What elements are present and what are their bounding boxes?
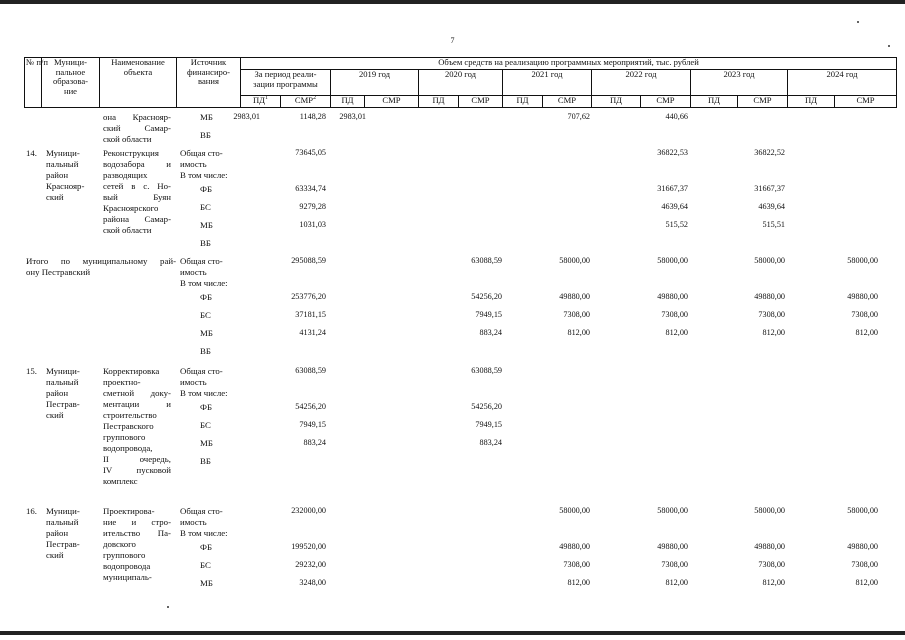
col-pd: ПД: [503, 96, 543, 108]
value-cell: 7949,15: [475, 310, 502, 319]
value-cell: 2983,01: [233, 112, 260, 121]
value-cell: 54256,20: [471, 402, 502, 411]
value-cell: 7308,00: [563, 310, 590, 319]
value-cell: 31667,37: [754, 184, 785, 193]
object-name: [103, 148, 171, 236]
municipality-line: пальный: [46, 159, 79, 169]
object-name-line: группового: [103, 432, 146, 442]
value-cell: 7308,00: [851, 310, 878, 319]
value-cell: 812,00: [762, 328, 785, 337]
object-name-line: вый Буян: [103, 192, 171, 202]
object-name-line: комплекс: [103, 476, 138, 486]
scan-edge-top: [0, 0, 905, 4]
municipality-line: район: [46, 170, 69, 180]
value-cell: 49880,00: [754, 292, 785, 301]
row-number: 16.: [26, 506, 37, 516]
value-cell: 36822,53: [657, 148, 688, 157]
header-text: пальное: [55, 66, 86, 77]
municipality-line: Муници-: [46, 506, 80, 516]
value-cell: 58000,00: [754, 506, 785, 515]
value-cell: 515,51: [762, 220, 785, 229]
object-name-line: она Краснояр-: [103, 112, 171, 122]
col-year: 2019 год: [331, 70, 419, 96]
col-pd: ПД: [419, 96, 459, 108]
object-name-line: ской области: [103, 225, 152, 235]
col-period: [241, 70, 331, 96]
page-number: 7: [450, 36, 455, 45]
municipality: [46, 148, 94, 203]
municipality: [46, 506, 94, 561]
object-name-line: довского: [103, 539, 136, 549]
col-object-name: [100, 58, 177, 108]
value-cell: 883,24: [479, 438, 502, 447]
header-text: вания: [198, 76, 219, 87]
municipality: [46, 366, 94, 421]
value-cell: 29232,00: [295, 560, 326, 569]
object-name-line: проектно-: [103, 377, 141, 387]
itogo-label: [26, 256, 176, 278]
object-name-line: Проектирова-: [103, 506, 155, 516]
value-cell: 49880,00: [559, 542, 590, 551]
total-label-line: Общая сто-: [180, 148, 223, 158]
total-label-line: В том числе:: [180, 528, 228, 538]
source-label: МБ: [200, 438, 213, 448]
value-cell: 63334,74: [295, 184, 326, 193]
object-name-line: ской области: [103, 134, 152, 144]
col-pd: ПД: [788, 96, 835, 108]
value-cell: 63088,59: [295, 366, 326, 375]
municipality-line: район: [46, 528, 69, 538]
value-cell: 4639,64: [758, 202, 785, 211]
total-label: [180, 506, 240, 539]
header-text: Источник: [190, 57, 227, 67]
value-cell: 812,00: [567, 578, 590, 587]
value-cell: 7949,15: [299, 420, 326, 429]
header-text: Муници-: [54, 57, 87, 67]
object-name-line: района Самар-: [103, 214, 171, 224]
source-label: МБ: [200, 112, 213, 122]
value-cell: 49880,00: [559, 292, 590, 301]
value-cell: 1031,03: [299, 220, 326, 229]
col-smr: СМР: [543, 96, 592, 108]
municipality-line: район: [46, 388, 69, 398]
source-label: ФБ: [200, 542, 213, 552]
col-pd: ПД: [592, 96, 641, 108]
col-year: 2023 год: [691, 70, 788, 96]
value-cell: 199520,00: [291, 542, 326, 551]
col-year: 2020 год: [419, 70, 503, 96]
table-header: [24, 57, 897, 108]
col-municipality: [42, 58, 100, 108]
col-smr: СМР: [641, 96, 691, 108]
object-name-line: Корректировка: [103, 366, 160, 376]
value-cell: 9279,28: [299, 202, 326, 211]
row-number: 15.: [26, 366, 37, 376]
municipality-line: Муници-: [46, 148, 80, 158]
object-name-line: Красноярского: [103, 203, 159, 213]
value-cell: 3248,00: [299, 578, 326, 587]
value-cell: 49880,00: [657, 292, 688, 301]
value-cell: 7308,00: [851, 560, 878, 569]
scan-speck: [167, 606, 169, 608]
source-label: МБ: [200, 328, 213, 338]
municipality-line: ский: [46, 550, 64, 560]
scan-speck: [888, 45, 890, 47]
header-text: зации программы: [253, 78, 318, 89]
object-name-line: сметной доку-: [103, 388, 171, 398]
value-cell: 7949,15: [475, 420, 502, 429]
object-name-line: Реконструкция: [103, 148, 159, 158]
total-label: [180, 366, 240, 399]
itogo-label-line: Итого по муниципальному рай-: [26, 256, 176, 266]
col-pd: $ПД^1$: [241, 96, 281, 108]
total-label-line: имость: [180, 267, 207, 277]
value-cell: 253776,20: [291, 292, 326, 301]
value-cell: 2983,01: [339, 112, 366, 121]
value-cell: 232000,00: [291, 506, 326, 515]
col-pd: ПД: [331, 96, 365, 108]
col-source: [177, 58, 241, 108]
object-name-line: водопровода: [103, 561, 151, 571]
object-name-line: строительство: [103, 410, 157, 420]
municipality-line: пальный: [46, 377, 79, 387]
col-smr: СМР: [835, 96, 897, 108]
source-label: ВБ: [200, 346, 211, 356]
value-cell: 440,66: [665, 112, 688, 121]
value-cell: 812,00: [855, 578, 878, 587]
value-cell: 4131,24: [299, 328, 326, 337]
value-cell: 49880,00: [754, 542, 785, 551]
col-no: № п/п: [25, 58, 42, 108]
value-cell: 883,24: [479, 328, 502, 337]
value-cell: 37181,15: [295, 310, 326, 319]
value-cell: 295088,59: [291, 256, 326, 265]
source-label: ВБ: [200, 130, 211, 140]
source-label: БС: [200, 310, 211, 320]
col-smr: СМР: [365, 96, 419, 108]
source-label: ВБ: [200, 456, 211, 466]
value-cell: 36822,52: [754, 148, 785, 157]
header-text: ние: [63, 85, 77, 96]
value-cell: 812,00: [855, 328, 878, 337]
source-label: БС: [200, 202, 211, 212]
object-name-line: II очередь,: [103, 454, 171, 464]
value-cell: 54256,20: [295, 402, 326, 411]
total-label-line: Общая сто-: [180, 366, 223, 376]
object-name-line: ние и стро-: [103, 517, 171, 527]
object-name-line: IV пусковой: [103, 465, 171, 475]
value-cell: 58000,00: [559, 256, 590, 265]
scan-speck: [857, 21, 859, 23]
col-pd: ПД: [691, 96, 738, 108]
value-cell: 73645,05: [295, 148, 326, 157]
source-label: МБ: [200, 578, 213, 588]
municipality-line: Пестрав-: [46, 539, 80, 549]
value-cell: 4639,64: [661, 202, 688, 211]
col-volume: Объем средств на реализацию программных мероприятий, тыс. рублей: [241, 58, 897, 70]
object-name-line: ительство Па-: [103, 528, 171, 538]
value-cell: 812,00: [762, 578, 785, 587]
value-cell: 58000,00: [754, 256, 785, 265]
value-cell: 883,24: [303, 438, 326, 447]
value-cell: 7308,00: [758, 560, 785, 569]
source-label: ФБ: [200, 184, 213, 194]
object-name-line: ский Самар-: [103, 123, 171, 133]
object-name-line: группового: [103, 550, 146, 560]
header-text: финансиро-: [186, 66, 231, 77]
value-cell: 515,52: [665, 220, 688, 229]
total-label-line: В том числе:: [180, 388, 228, 398]
total-label-line: В том числе:: [180, 170, 228, 180]
value-cell: 63088,59: [471, 366, 502, 375]
total-label-line: имость: [180, 377, 207, 387]
scan-edge-bottom: [0, 631, 905, 635]
total-label-line: Общая сто-: [180, 256, 223, 266]
source-label: БС: [200, 560, 211, 570]
source-label: ВБ: [200, 238, 211, 248]
value-cell: 49880,00: [657, 542, 688, 551]
municipality-line: ский: [46, 410, 64, 420]
total-label: [180, 256, 240, 289]
header-text: За период реали-: [254, 69, 317, 79]
value-cell: 49880,00: [847, 292, 878, 301]
total-label-line: В том числе:: [180, 278, 228, 288]
value-cell: 812,00: [567, 328, 590, 337]
header-text: Наименование: [111, 57, 165, 67]
value-cell: 7308,00: [563, 560, 590, 569]
object-name-line: сетей в с. Но-: [103, 181, 171, 191]
value-cell: 58000,00: [847, 506, 878, 515]
col-smr: СМР$^2$: [281, 96, 331, 108]
col-year: 2021 год: [503, 70, 592, 96]
value-cell: 7308,00: [758, 310, 785, 319]
header-text: объекта: [123, 66, 153, 77]
value-cell: 812,00: [665, 578, 688, 587]
object-name: [103, 112, 171, 145]
object-name-line: муниципаль-: [103, 572, 152, 582]
object-name-line: водопровода,: [103, 443, 153, 453]
municipality-line: Пестрав-: [46, 399, 80, 409]
municipality-line: Муници-: [46, 366, 80, 376]
col-smr: СМР: [738, 96, 788, 108]
total-label: [180, 148, 240, 181]
value-cell: 1148,28: [299, 112, 326, 121]
value-cell: 63088,59: [471, 256, 502, 265]
value-cell: 58000,00: [847, 256, 878, 265]
object-name: [103, 366, 171, 487]
value-cell: 58000,00: [559, 506, 590, 515]
object-name-line: ментации и: [103, 399, 171, 409]
object-name: [103, 506, 171, 583]
municipality-line: Краснояр-: [46, 181, 85, 191]
value-cell: 54256,20: [471, 292, 502, 301]
source-label: БС: [200, 420, 211, 430]
header-text: образова-: [52, 76, 89, 87]
total-label-line: Общая сто-: [180, 506, 223, 516]
source-label: ФБ: [200, 292, 213, 302]
col-smr: СМР: [459, 96, 503, 108]
value-cell: 58000,00: [657, 506, 688, 515]
source-label: МБ: [200, 220, 213, 230]
value-cell: 812,00: [665, 328, 688, 337]
col-year: 2022 год: [592, 70, 691, 96]
value-cell: 7308,00: [661, 560, 688, 569]
total-label-line: имость: [180, 517, 207, 527]
object-name-line: разводящих: [103, 170, 148, 180]
col-year: 2024 год: [788, 70, 897, 96]
object-name-line: Пестравского: [103, 421, 154, 431]
value-cell: 7308,00: [661, 310, 688, 319]
object-name-line: водозабора и: [103, 159, 171, 169]
row-number: 14.: [26, 148, 37, 158]
value-cell: 707,62: [567, 112, 590, 121]
value-cell: 31667,37: [657, 184, 688, 193]
total-label-line: имость: [180, 159, 207, 169]
source-label: ФБ: [200, 402, 213, 412]
value-cell: 58000,00: [657, 256, 688, 265]
municipality-line: ский: [46, 192, 64, 202]
value-cell: 49880,00: [847, 542, 878, 551]
municipality-line: пальный: [46, 517, 79, 527]
itogo-label-line: ону Пестравский: [26, 267, 91, 277]
